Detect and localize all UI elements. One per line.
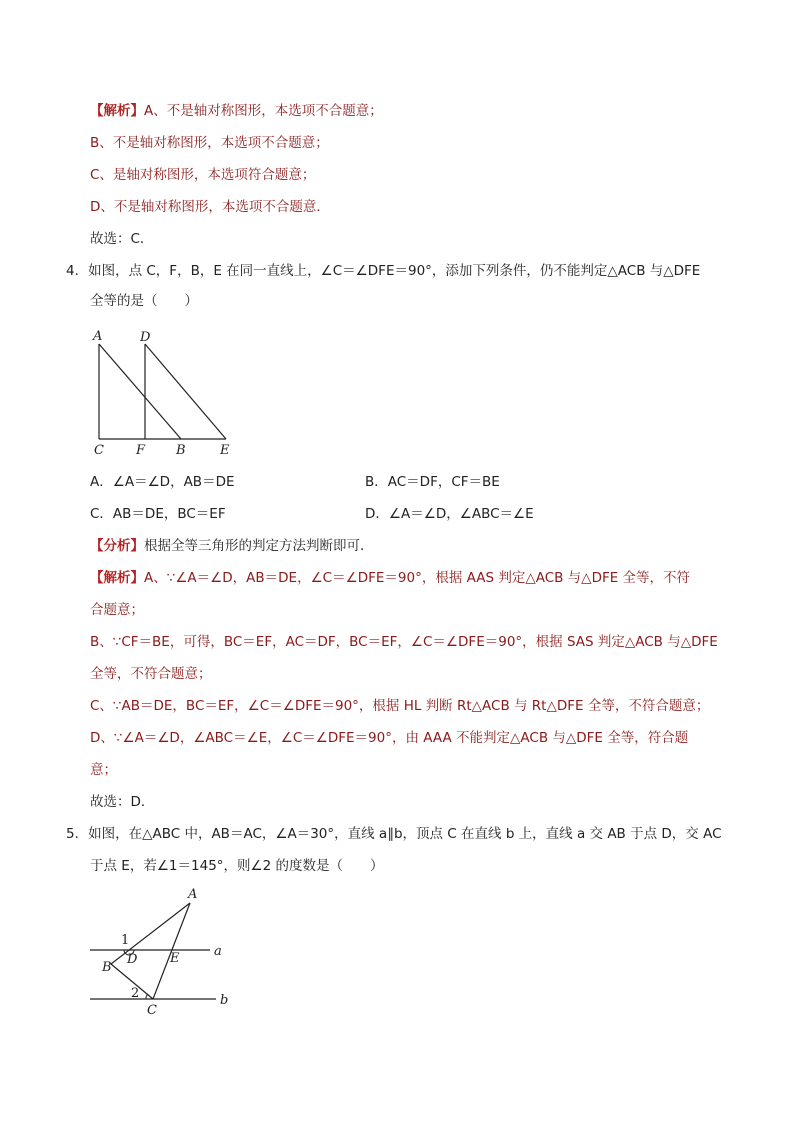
fenxi-text: 根据全等三角形的判定方法判断即可． xyxy=(144,538,374,554)
jiexi-tag: 【解析】 xyxy=(90,570,144,586)
q4-option-a: A．∠A＝∠D，AB＝DE xyxy=(90,474,235,490)
q4-figure xyxy=(88,328,248,460)
q5-label-b-line: b xyxy=(220,993,229,1008)
q4-jiexi-line-c1: C、∵AB＝DE，BC＝EF，∠C＝∠DFE＝90°，根据 HL 判断 Rt△ACB 与 Rt△DFE 全等，不符合题意； xyxy=(90,698,710,714)
q5-label-2: 2 xyxy=(131,986,140,1001)
q4-stem-line-2: 全等的是（ ） xyxy=(90,293,198,309)
q5-label-d: D xyxy=(127,952,138,967)
q4-segment-de xyxy=(145,344,226,439)
q4-jiexi-line-a2: 合题意； xyxy=(90,602,144,618)
q5-label-a-line: a xyxy=(214,944,222,959)
q4-option-d: D．∠A＝∠D，∠ABC＝∠E xyxy=(365,506,534,522)
q4-option-b: B．AC＝DF，CF＝BE xyxy=(365,474,500,490)
q4-label-d: D xyxy=(140,330,151,345)
q4-label-a: A xyxy=(93,329,103,344)
q5-label-a: A xyxy=(188,887,198,902)
q5-stem-line-2: 于点 E，若∠1＝145°，则∠2 的度数是（ ） xyxy=(90,858,384,874)
q4-label-f: F xyxy=(136,443,146,458)
analysis-text: A、不是轴对称图形，本选项不合题意； xyxy=(144,103,383,119)
q4-jiexi-line-d1: D、∵∠A＝∠D，∠ABC＝∠E，∠C＝∠DFE＝90°，由 AAA 不能判定△ACB 与△DFE 全等，符合题 xyxy=(90,730,689,746)
q4-option-c: C．AB＝DE，BC＝EF xyxy=(90,506,226,522)
jiexi-text: A、∵∠A＝∠D，AB＝DE，∠C＝∠DFE＝90°，根据 AAS 判定△ACB 与△DFE 全等，不符 xyxy=(144,570,691,586)
q4-fenxi-line xyxy=(90,536,374,556)
prev-answer: 故选：C． xyxy=(90,231,154,247)
q5-label-e: E xyxy=(170,951,180,966)
prev-analysis-line-2: B、不是轴对称图形，本选项不合题意； xyxy=(90,135,329,151)
q5-stem-line-1: 5．如图，在△ABC 中，AB＝AC，∠A＝30°，直线 a∥b，顶点 C 在直线 b 上，直线 a 交 AB 于点 D，交 AC xyxy=(66,826,722,842)
q4-jiexi-line-a1 xyxy=(90,568,690,588)
prev-analysis-line-3: C、是轴对称图形，本选项符合题意； xyxy=(90,167,316,183)
fenxi-tag: 【分析】 xyxy=(90,538,144,554)
q4-label-b: B xyxy=(176,443,186,458)
q4-segment-ab xyxy=(99,344,181,439)
q4-stem-line-1: 4．如图，点 C，F，B，E 在同一直线上，∠C＝∠DFE＝90°，添加下列条件，仍不能判定△ACB 与△DFE xyxy=(66,263,701,279)
q4-jiexi-line-b2: 全等，不符合题意； xyxy=(90,666,212,682)
q4-jiexi-line-b1: B、∵CF＝BE，可得，BC＝EF，AC＝DF，BC＝EF，∠C＝∠DFE＝90°，根据 SAS 判定△ACB 与△DFE xyxy=(90,634,718,650)
prev-analysis-line-4: D、不是轴对称图形，本选项不合题意． xyxy=(90,199,330,215)
q5-angle-2-arc xyxy=(146,994,148,999)
q4-answer: 故选：D． xyxy=(90,794,155,810)
jiexi-tag: 【解析】 xyxy=(90,103,144,119)
q5-label-1: 1 xyxy=(121,933,130,948)
q5-figure xyxy=(84,882,244,1022)
q4-jiexi-line-d2: 意； xyxy=(90,762,117,778)
q4-label-c: C xyxy=(94,443,104,458)
q4-label-e: E xyxy=(220,443,230,458)
prev-analysis-line-1 xyxy=(90,101,383,121)
q5-label-b: B xyxy=(102,960,112,975)
q5-label-c: C xyxy=(147,1003,157,1018)
